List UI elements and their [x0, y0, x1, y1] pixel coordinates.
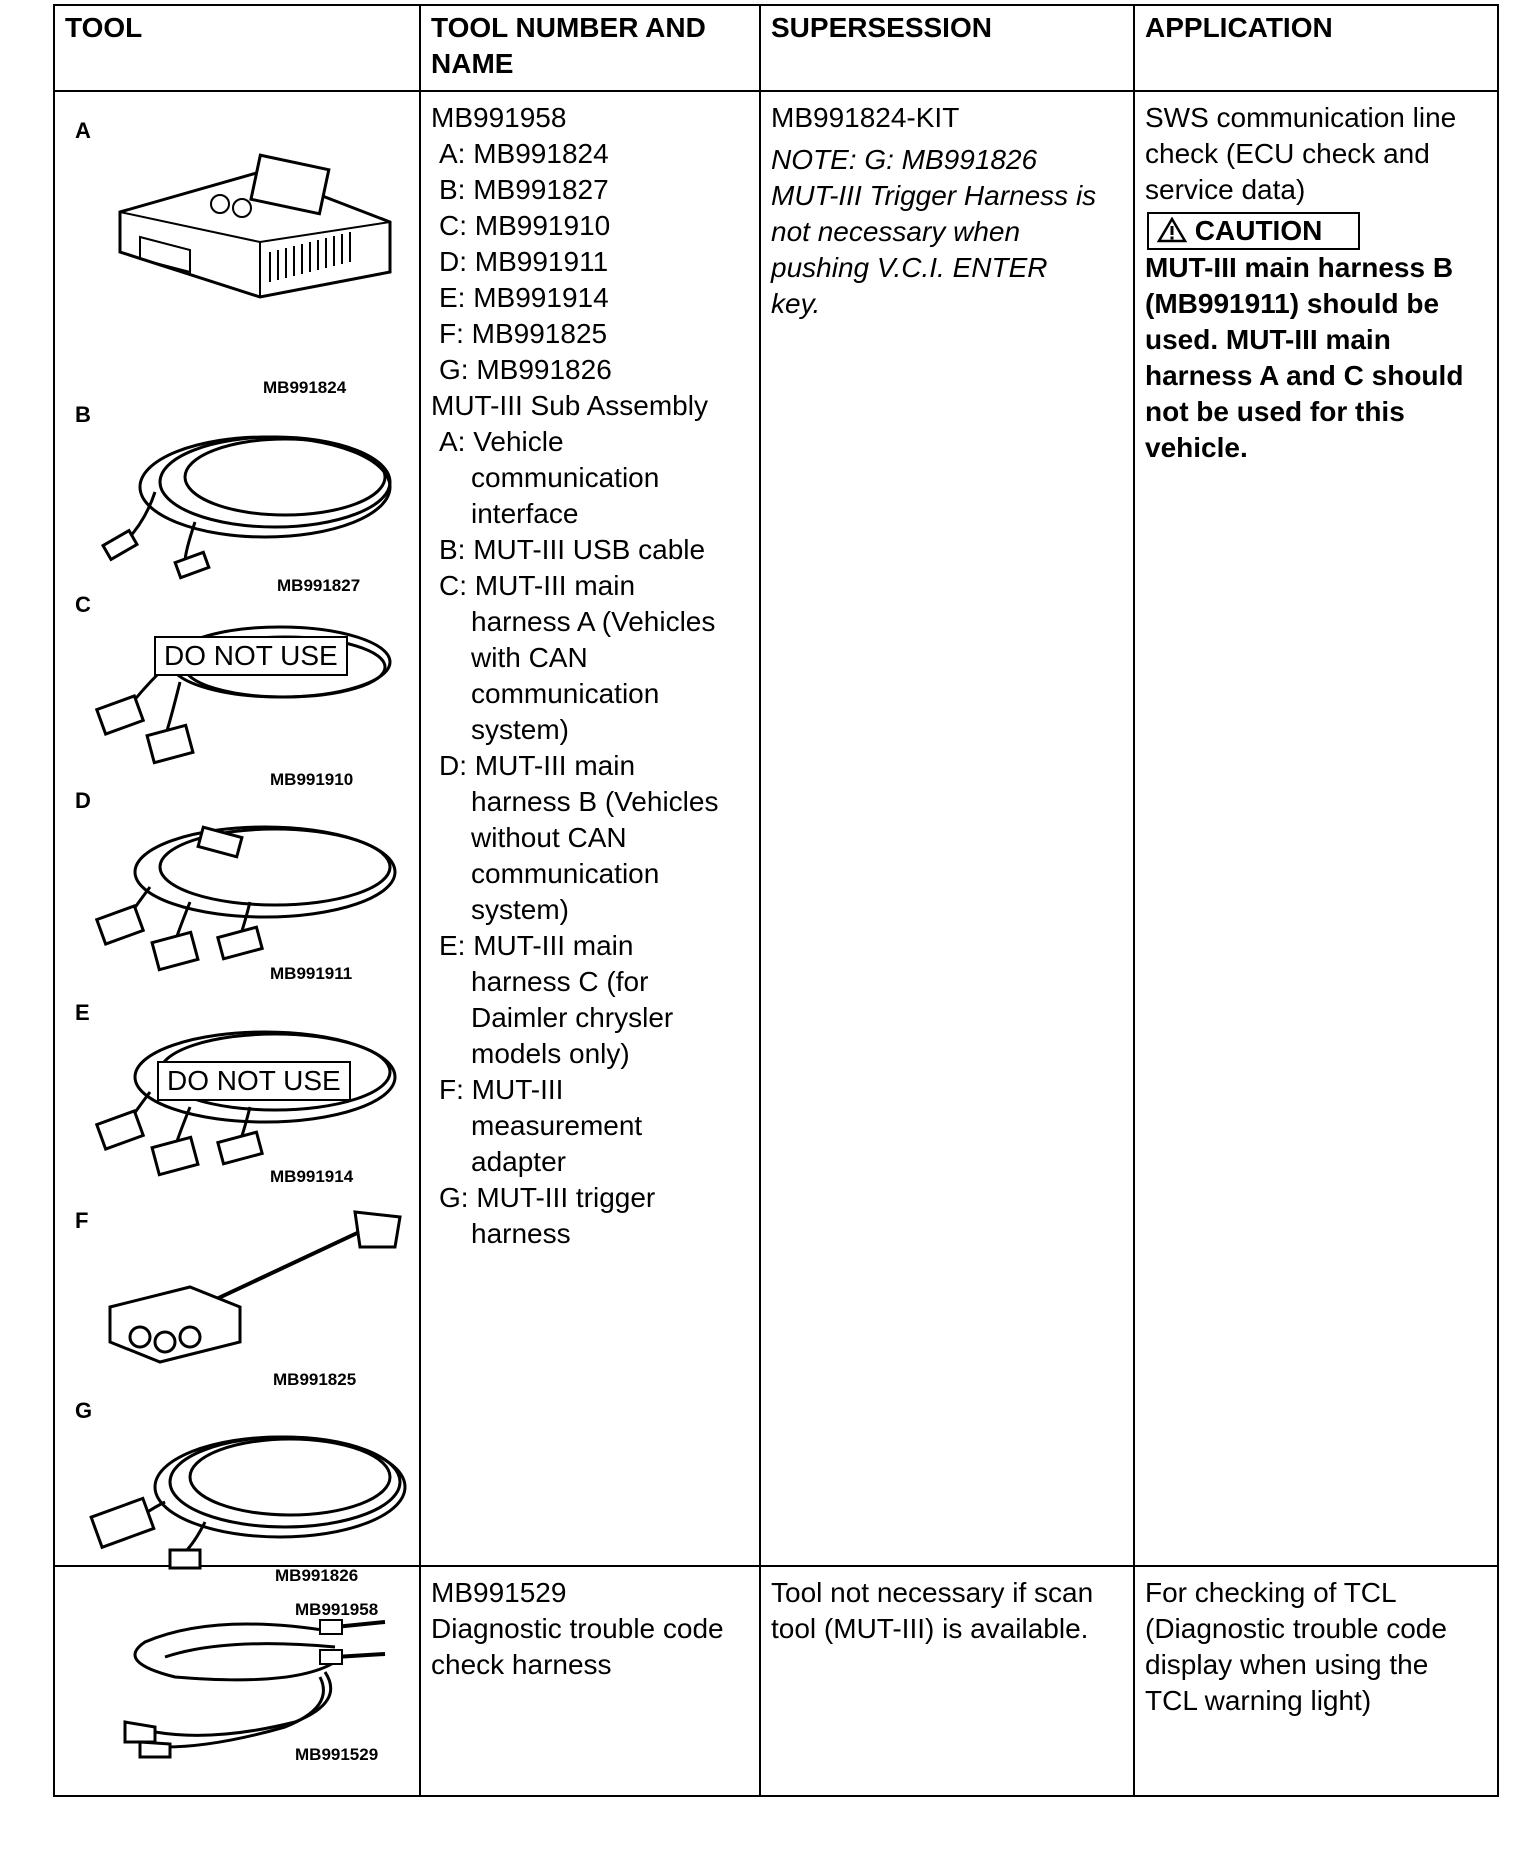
- caution-line: (MB991911) should be: [1145, 288, 1440, 319]
- sub-item-line: interface: [471, 498, 579, 529]
- application-line: TCL warning light): [1145, 1685, 1372, 1716]
- table-row: [54, 1566, 1498, 1796]
- tool-letter-e: E: [75, 1000, 90, 1025]
- tool-letter-c: C: [75, 592, 91, 617]
- header-application: APPLICATION: [1134, 5, 1498, 91]
- supersession-line: tool (MUT-III) is available.: [771, 1613, 1089, 1644]
- check-harness-icon: [95, 1592, 395, 1762]
- application-line: For checking of TCL: [1145, 1577, 1397, 1608]
- caution-line: harness A and C should: [1145, 360, 1464, 391]
- note-line: MUT-III Trigger Harness is: [771, 180, 1097, 211]
- sub-assembly-title: MUT-III Sub Assembly: [431, 390, 708, 421]
- note-line: pushing V.C.I. ENTER: [771, 252, 1048, 283]
- sub-item-line: without CAN: [471, 822, 627, 853]
- tool-letter-d: D: [75, 788, 91, 813]
- sub-item: E: MUT-III main: [439, 930, 634, 961]
- sub-item-line: communication: [471, 858, 660, 889]
- sub-item: F: MUT-III: [439, 1074, 564, 1105]
- tool-number: MB991529: [431, 1577, 567, 1608]
- do-not-use-label: DO NOT USE: [157, 1061, 351, 1101]
- caution-line: not be used for this: [1145, 396, 1405, 427]
- sub-item: C: MUT-III main: [439, 570, 636, 601]
- part-item: C: MB991910: [439, 210, 611, 241]
- tool-number: MB991958: [431, 102, 567, 133]
- tool-letter-a: A: [75, 118, 91, 143]
- special-tools-table: [53, 4, 1499, 1797]
- vci-device-icon: [110, 132, 400, 302]
- sub-item-line: harness C (for: [471, 966, 649, 997]
- sub-item-line: system): [471, 894, 569, 925]
- trigger-harness-icon: [75, 1412, 415, 1582]
- tool-letter-f: F: [75, 1208, 89, 1233]
- caution-line: vehicle.: [1145, 432, 1248, 463]
- sub-item: B: MUT-III USB cable: [439, 534, 706, 565]
- sub-item-line: adapter: [471, 1146, 566, 1177]
- tool-code-mb991529: MB991529: [295, 1745, 379, 1764]
- sub-item: G: MUT-III trigger: [439, 1182, 656, 1213]
- tool-code-mb991824: MB991824: [263, 378, 347, 397]
- tool-code-mb991826: MB991826: [275, 1566, 359, 1585]
- supersession-note: [771, 142, 1123, 322]
- caution-badge: [1147, 212, 1360, 250]
- sub-item-line: harness: [471, 1218, 571, 1249]
- sub-item: A: Vehicle: [439, 426, 564, 457]
- tool-name-line: check harness: [431, 1649, 612, 1680]
- header-row: [54, 5, 1498, 91]
- tool-name-line: Diagnostic trouble code: [431, 1613, 724, 1644]
- supersession-cell: [760, 91, 1134, 1566]
- caution-label: CAUTION: [1194, 215, 1323, 246]
- application-line: display when using the: [1145, 1649, 1429, 1680]
- sub-item-line: measurement: [471, 1110, 643, 1141]
- tool-code-mb991825: MB991825: [273, 1370, 357, 1389]
- header-supersession: SUPERSESSION: [760, 5, 1134, 91]
- warning-triangle-icon: [1157, 217, 1187, 243]
- sub-item: D: MUT-III main: [439, 750, 636, 781]
- do-not-use-label: DO NOT USE: [154, 636, 348, 676]
- caution-line: MUT-III main harness B: [1145, 252, 1454, 283]
- main-harness-c-icon: [80, 1017, 410, 1187]
- table-row: [54, 91, 1498, 1566]
- tool-letter-b: B: [75, 402, 91, 427]
- application-line: SWS communication line: [1145, 102, 1457, 133]
- tool-code-mb991827: MB991827: [277, 576, 361, 595]
- tool-number-cell: [420, 1566, 760, 1796]
- part-item: D: MB991911: [439, 246, 609, 277]
- application-cell: [1134, 1566, 1498, 1796]
- part-item: G: MB991826: [439, 354, 612, 385]
- part-item: F: MB991825: [439, 318, 608, 349]
- sub-item-line: communication: [471, 462, 660, 493]
- sub-item-line: system): [471, 714, 569, 745]
- main-harness-b-icon: [80, 807, 410, 977]
- header-tool-number: TOOL NUMBER AND NAME: [420, 5, 760, 91]
- sub-item-line: Daimler chrysler: [471, 1002, 674, 1033]
- sub-item-line: harness A (Vehicles: [471, 606, 716, 637]
- part-item: B: MB991827: [439, 174, 609, 205]
- application-line: service data): [1145, 174, 1306, 205]
- application-line: check (ECU check and: [1145, 138, 1430, 169]
- application-cell: [1134, 91, 1498, 1566]
- part-item: E: MB991914: [439, 282, 609, 313]
- tool-code-mb991910: MB991910: [270, 770, 354, 789]
- caution-line: used. MUT-III main: [1145, 324, 1391, 355]
- supersession-cell: [760, 1566, 1134, 1796]
- tool-code-mb991911: MB991911: [270, 964, 353, 983]
- usb-cable-icon: [85, 412, 405, 582]
- tool-illustration-cell: [54, 1566, 420, 1796]
- note-line: key.: [771, 288, 821, 319]
- note-line: NOTE: G: MB991826: [771, 144, 1038, 175]
- sub-item-line: models only): [471, 1038, 630, 1069]
- sub-item-line: with CAN: [471, 642, 588, 673]
- tool-code-mb991958: MB991958: [295, 1600, 379, 1619]
- note-line: not necessary when: [771, 216, 1021, 247]
- part-item: A: MB991824: [439, 138, 609, 169]
- sub-item-line: harness B (Vehicles: [471, 786, 719, 817]
- caution-text: [1145, 250, 1487, 466]
- tool-letter-g: G: [75, 1398, 93, 1423]
- tool-number-cell: [420, 91, 760, 1566]
- measurement-adapter-icon: [100, 1207, 410, 1367]
- application-line: (Diagnostic trouble code: [1145, 1613, 1447, 1644]
- tool-illustration-cell: [54, 91, 420, 1619]
- header-tool: TOOL: [54, 5, 420, 91]
- tool-code-mb991914: MB991914: [270, 1167, 354, 1186]
- supersession-line: Tool not necessary if scan: [771, 1577, 1094, 1608]
- sub-item-line: communication: [471, 678, 660, 709]
- supersession-value: MB991824-KIT: [771, 102, 960, 133]
